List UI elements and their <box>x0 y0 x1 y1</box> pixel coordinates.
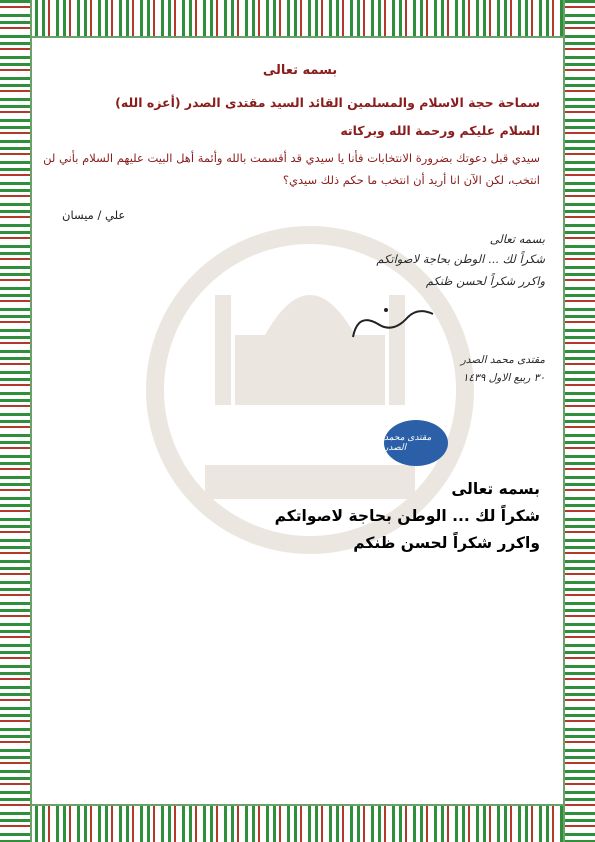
letter-addressee: سماحة حجة الاسلام والمسلمين القائد السيد مقتدى الصدر (أعزه الله) <box>115 95 540 110</box>
typed-line-3: واكرر شكراً لحسن ظنكم <box>353 534 540 552</box>
typed-line-2: شكراً لك ... الوطن بحاجة لاصواتكم <box>274 507 540 525</box>
decorative-border-left <box>0 0 32 842</box>
decorative-border-right <box>563 0 595 842</box>
handwritten-sign-date: ٣٠ ربيع الاول ١٤٣٩ <box>462 372 545 384</box>
decorative-border-top <box>0 0 595 38</box>
letter-signer: علي / ميسان <box>62 208 126 222</box>
handwritten-line-3: واكرر شكراً لحسن ظنكم <box>425 274 545 288</box>
letter-body-line-2: انتخب، لكن الآن انا أريد أن انتخب ما حكم ذلك سيدي؟ <box>282 173 540 187</box>
handwritten-line-2: شكراً لك ... الوطن بحاجة لاصواتكم <box>376 252 545 266</box>
typed-line-1: بسمه تعالى <box>451 480 540 498</box>
seal-text: مقتدى محمد الصدر <box>384 433 432 453</box>
handwritten-signature <box>348 302 438 347</box>
letter-greeting: السلام عليكم ورحمة الله وبركاته <box>340 123 540 138</box>
letter-title: بسمه تعالى <box>262 63 338 78</box>
blue-seal-stamp <box>384 420 448 466</box>
letter-body-line-1: سيدي قبل دعوتك بضرورة الانتخابات فأنا يا سيدي قد أقسمت بالله وأئمة أهل البيت عليهم السلام بأني لن <box>43 151 540 165</box>
handwritten-sign-name: مقتدى محمد الصدر <box>460 354 545 366</box>
decorative-border-bottom <box>0 804 595 842</box>
handwritten-line-1: بسمه تعالى <box>489 232 545 246</box>
